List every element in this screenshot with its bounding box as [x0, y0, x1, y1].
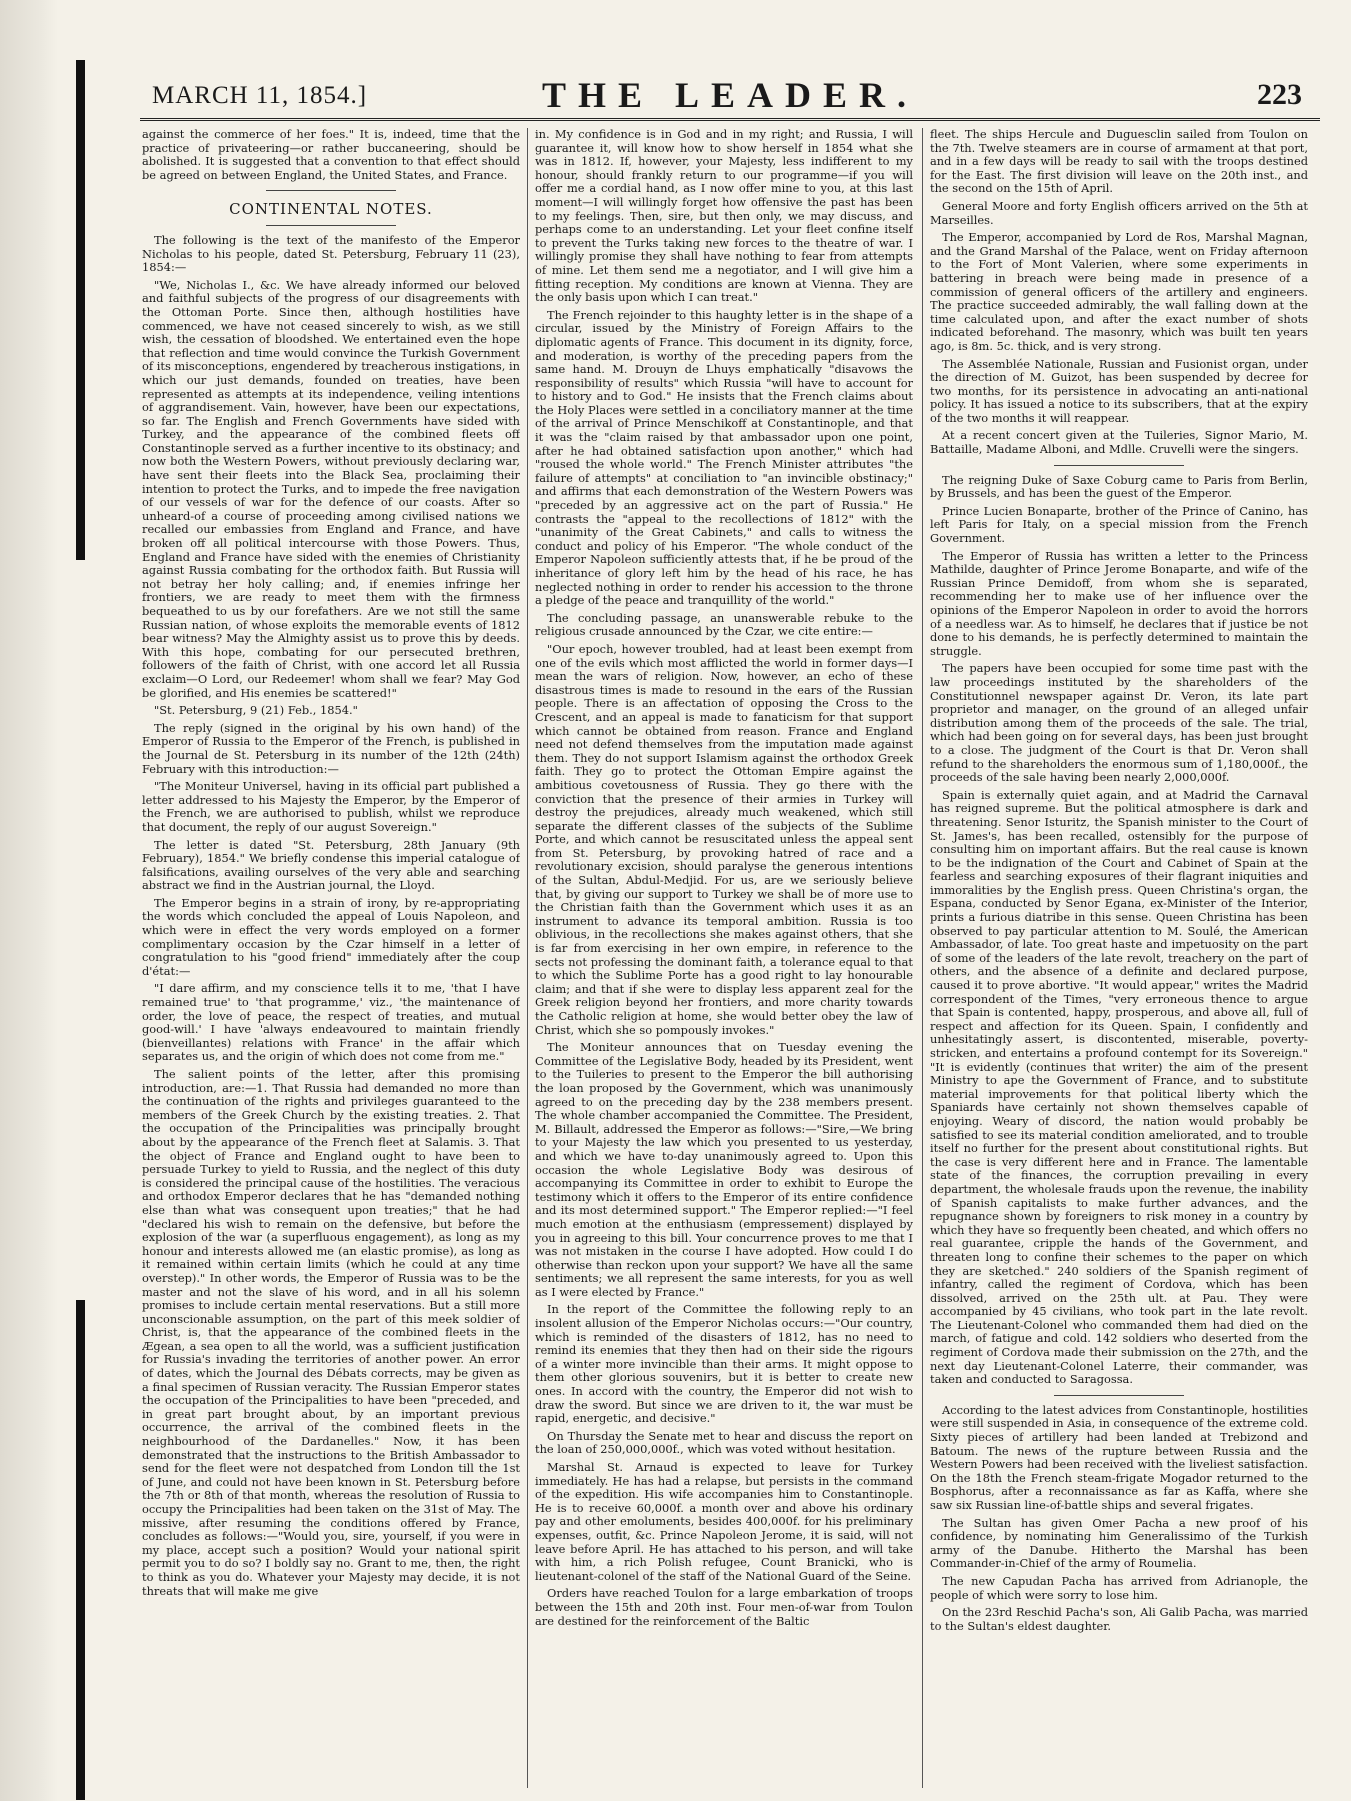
column-divider: [527, 128, 528, 1788]
article-paragraph: In the report of the Committee the following reply to an insolent allusion of the Emperor Nicholas occurs:—"Our country, which is reminded of the disasters of 1812, has no need to remind its enemies that they then had on their side the rigours of a winter more invincible than their arms. It might oppose to them other glorious souvenirs, but it is better to create new ones. In accord with the country, the Emperor did not wish to draw the sword. But since we are driven to it, the war must be rapid, energetic, and decisive.": [535, 1302, 913, 1426]
article-paragraph: The Sultan has given Omer Pacha a new proof of his confidence, by nominating him Generalissimo of the Turkish army of the Danube. Hitherto the Marshal has been Commander-in-Chief of the army of Roumelia.: [930, 1515, 1308, 1571]
column-divider: [922, 128, 923, 1788]
article-paragraph: The following is the text of the manifesto of the Emperor Nicholas to his people, dated St. Petersburg, February 11 (23), 1854:—: [142, 232, 520, 275]
article-paragraph: The reply (signed in the original by his own hand) of the Emperor of Russia to the Emperor of the French, is published in the Journal de St. Petersburg in its number of the 12th (24th) February with this introduction:—: [142, 720, 520, 776]
article-paragraph: According to the latest advices from Constantinople, hostilities were still suspended in Asia, in consequence of the extreme cold. Sixty pieces of artillery had been landed at Trebizond and Batoum. The news of the rupture between Russia and the Western Powers had been received with the liveliest satisfaction. On the 18th the French steam-frigate Mogador returned to the Bosphorus, after a reconnaissance as far as Kaffa, where she saw six Russian line-of-battle ships and several frigates.: [930, 1402, 1308, 1512]
article-paragraph: The Assemblée Nationale, Russian and Fusionist organ, under the direction of M. Guizot, has been suspended by decree for two months, for its persistence in advocating an anti-national policy. It has issued a notice to its subscribers, that at the expiry of the two months it will reappear.: [930, 356, 1308, 425]
article-paragraph: The salient points of the letter, after this promising introduction, are:—1. That Russia had demanded no more than the continuation of the rights and privileges guaranteed to the members of the Greek Church by the existing treaties. 2. That the occupation of the Principalities was principally brought about by the appearance of the French fleet at Salamis. 3. That the object of France and England ought to have been to persuade Turkey to yield to Russia, and the neglect of this duty is considered the principal cause of the hostilities. The veracious and orthodox Emperor declares that he has "demanded nothing else than what was consequent upon treaties;" that he had "declared his wish to remain on the defensive, but before the explosion of the war (a superfluous engagement), as long as my honour and interests allowed me (an elastic promise), as long as it remained within certain limits (which he could at any time overstep)." In other words, the Emperor of Russia was to be the master and not the slave of his word, and in all his solemn promises to include certain mental reservations. But a still more unconscionable assumption, on the part of this meek soldier of Christ, is, that the appearance of the combined fleets in the Ægean, a sea open to all the world, was a sufficient justification for Russia's invading the territories of another power. An error of dates, which the Journal des Débats corrects, may be given as a final specimen of Russian veracity. The Russian Emperor states the occupation of the Principalities to have been "preceded, and in great part brought about, by an important previous occurrence, the arrival of the combined fleets in the neighbourhood of the Dardanelles." Now, it has been demonstrated that the instructions to the British Ambassador to send for the fleet were not despatched from London till the 1st of June, and could not have been known in St. Petersburg before the 7th or 8th of that month, whereas the resolution of Russia to occupy the Principalities had been taken on the 31st of May. The missive, after resuming the conditions offered by France, concludes as follows:—"Would you, sire, yourself, if you were in my place, accept such a position? Would your national spirit permit you to do so? I boldly say no. Grant to me, then, the right to think as you do. Whatever your Majesty may decide, it is not threats that will make me give: [142, 1067, 520, 1598]
column-3: [930, 128, 1308, 1788]
article-paragraph: The Emperor begins in a strain of irony, by re-appropriating the words which concluded the appeal of Louis Napoleon, and which were in effect the very words employed on a former complimentary occasion by the Czar himself in a letter of congratulation to his "good friend" immediately after the coup d'état:—: [142, 895, 520, 978]
article-paragraph: "We, Nicholas I., &c. We have already informed our beloved and faithful subjects of the progress of our disagreements with the Ottoman Porte. Since then, although hostilities have commenced, we have not ceased sincerely to wish, as we still wish, the cessation of bloodshed. We entertained even the hope that reflection and time would convince the Turkish Government of its misconceptions, engendered by treacherous instigations, in which our just demands, founded on treaties, have been represented as attempts at its independence, veiling intentions of aggrandisement. Vain, however, have been our expectations, so far. The English and French Governments have sided with Turkey, and the appearance of the combined fleets off Constantinople served as a further incentive to its obstinacy; and now both the Western Powers, without previously declaring war, have sent their fleets into the Black Sea, proclaiming their intention to protect the Turks, and to impede the free navigation of our vessels of war for the defence of our coasts. After so unheard-of a course of proceeding among civilised nations we recalled our embassies from England and France, and have broken off all political intercourse with those Powers. Thus, England and France have sided with the enemies of Christianity against Russia combating for the orthodox faith. But Russia will not betray her holy calling; and, if enemies infringe her frontiers, we are ready to meet them with the firmness bequeathed to us by our forefathers. Are we not still the same Russian nation, of whose exploits the memorable events of 1812 bear witness? May the Almighty assist us to prove this by deeds. With this hope, combating for our persecuted brethren, followers of the faith of Christ, with one accord let all Russia exclaim—O Lord, our Redeemer! whom shall we fear? May God be glorified, and His enemies be scattered!": [142, 277, 520, 700]
article-paragraph: The new Capudan Pacha has arrived from Adrianople, the people of which were sorry to lose him.: [930, 1573, 1308, 1602]
article-paragraph: Marshal St. Arnaud is expected to leave for Turkey immediately. He has had a relapse, but persists in the command of the expedition. His wife accompanies him to Constantinople. He is to receive 60,000f. a month over and above his ordinary pay and other emoluments, besides 400,000f. for his preliminary expenses, outfit, &c. Prince Napoleon Jerome, it is said, will not leave before April. He has attached to his person, and will take with him, a rich Polish refugee, Count Branicki, who is lieutenant-colonel of the staff of the National Guard of the Seine.: [535, 1460, 913, 1583]
article-paragraph: The French rejoinder to this haughty letter is in the shape of a circular, issued by the Ministry of Foreign Affairs to the diplomatic agents of France. This document in its dignity, force, and moderation, is worthy of the preceding papers from the same hand. M. Drouyn de Lhuys emphatically "disavows the responsibility of results" which Russia "will have to account for to history and to God." He insists that the French claims about the Holy Places were settled in a conciliatory manner at the time of the arrival of Prince Menschikoff at Constantinople, and that it was the "claim raised by that ambassador upon one point, after he had obtained satisfaction upon another," which had "roused the whole world." The French Minister attributes "the failure of attempts" at conciliation to "an invincible obstinacy;" and affirms that each demonstration of the Western Powers was "preceded by an aggressive act on the part of Russia." He contrasts the "appeal to the recollections of 1812" with the "unanimity of the Great Cabinets," and calls to witness the conduct and policy of his Emperor. "The whole conduct of the Emperor Napoleon sufficiently attests that, if he be proud of the inheritance of glory left him by the head of his race, he has neglected nothing in order to render his accession to the throne a pledge of the peace and tranquillity of the world.": [535, 307, 913, 608]
article-paragraph: The Emperor, accompanied by Lord de Ros, Marshal Magnan, and the Grand Marshal of the Palace, went on Friday afternoon to the Fort of Mont Valerien, where some experiments in battering in breach were being made in presence of a commission of general officers of the artillery and engineers. The practice succeeded admirably, the wall falling down at the time calculated upon, and after the exact number of shots indicated beforehand. The masonry, which was built ten years ago, is 8m. 5c. thick, and is very strong.: [930, 230, 1308, 353]
article-paragraph: On the 23rd Reschid Pacha's son, Ali Galib Pacha, was married to the Sultan's eldest daughter.: [930, 1605, 1308, 1633]
masthead-rule: [140, 118, 1320, 121]
newspaper-page: [140, 0, 1320, 1801]
article-paragraph: The concluding passage, an unanswerable rebuke to the religious crusade announced by the Czar, we cite entire:—: [535, 610, 913, 639]
section-rule: [266, 225, 396, 226]
masthead: [140, 68, 1320, 116]
section-rule: [1054, 1395, 1184, 1396]
article-paragraph: The Emperor of Russia has written a letter to the Princess Mathilde, daughter of Prince Jerome Bonaparte, and wife of the Russian Prince Demidoff, from whom she is separated, recommending her to make use of her influence over the opinions of the Emperor Napoleon in order to avoid the horrors of a needless war. As to himself, he declares that if justice be not done to his demands, he is perfectly determined to maintain the struggle.: [930, 548, 1308, 658]
article-paragraph: The reigning Duke of Saxe Coburg came to Paris from Berlin, by Brussels, and has been the guest of the Emperor.: [930, 472, 1308, 501]
privateering-paragraph: against the commerce of her foes." It is, indeed, time that the practice of privateering—or rather buccaneering, should be abolished. It is suggested that a convention to that effect should be agreed on between England, the United States, and France.: [142, 128, 520, 182]
section-rule: [1054, 465, 1184, 466]
article-paragraph: "I dare affirm, and my conscience tells it to me, 'that I have remained true' to 'that programme,' viz., 'the maintenance of order, the love of peace, the respect of treaties, and mutual good-will.' I have 'always endeavoured to maintain friendly (bienveillantes) relations with France' in the affair which separates us, and the origin of which does not come from me.": [142, 981, 520, 1064]
article-paragraph: The letter is dated "St. Petersburg, 28th January (9th February), 1854." We briefly condense this imperial catalogue of falsifications, availing ourselves of the very able and searching abstract we find in the Austrian journal, the Lloyd.: [142, 837, 520, 893]
article-paragraph: Spain is externally quiet again, and at Madrid the Carnaval has reigned supreme. But the political atmosphere is dark and threatening. Senor Isturitz, the Spanish minister to the Court of St. James's, has been recalled, ostensibly for the purpose of consulting him on important affairs. But the real cause is known to be the indignation of the Court and Cabinet of Spain at the fearless and searching exposures of their flagrant iniquities and immoralities by the English press. Queen Christina's organ, the Espana, conducted by Senor Egana, ex-Minister of the Interior, prints a furious diatribe in this sense. Queen Christina has been observed to pay particular attention to M. Soulé, the American Ambassador, of late. Too great haste and impetuosity on the part of some of the leaders of the late revolt, treachery on the part of others, and the absence of a definite and declared purpose, caused it to prove abortive. "It would appear," writes the Madrid correspondent of the Times, "very erroneous thence to argue that Spain is contented, happy, prosperous, and above all, full of respect and affection for its Queen. Spain, I confidently and unhesitatingly assert, is discontented, miserable, poverty-stricken, and entertains a profound contempt for its Sovereign." "It is evidently (continues that writer) the aim of the present Ministry to ape the Government of France, and to substitute material improvements for that political liberty which the Spaniards have certainly not shown themselves capable of enjoying. Weary of discord, the nation would probably be satisfied to see its material condition ameliorated, and to trouble itself no further for the present about constitutional rights. But the case is very different here and in France. The lamentable state of the finances, the corruption prevailing in every department, the wholesale frauds upon the revenue, the inability of Spanish capitalists to make further advances, and the repugnance shown by foreigners to risk money in a country by which they have so frequently been cheated, and which offers no real guarantee, cripple the hands of the Government, and threaten long to confine their schemes to the paper on which they are sketched." 240 soldiers of the Spanish regiment of infantry, called the regiment of Cordova, which has been dissolved, arrived on the 25th ult. at Pau. They were accompanied by 45 civilians, who took part in the late revolt. The Lieutenant-Colonel who commanded them had died on the march, of fatigue and cold. 142 soldiers who deserted from the regiment of Cordova made their submission on the 27th, and the next day Lieutenant-Colonel Laterre, their commander, was taken and conducted to Saragossa.: [930, 787, 1308, 1387]
article-paragraph: On Thursday the Senate met to hear and discuss the report on the loan of 250,000,000f., which was voted without hesitation.: [535, 1428, 913, 1457]
column-1: [142, 128, 520, 1788]
binding-mark-top: [76, 60, 85, 560]
article-paragraph: The Moniteur announces that on Tuesday evening the Committee of the Legislative Body, headed by its President, went to the Tuileries to present to the Emperor the bill authorising the loan proposed by the Government, which was unanimously agreed to on the preceding day by the 238 members present. The whole chamber accompanied the Committee. The President, M. Billault, addressed the Emperor as follows:—"Sire,—We bring to your Majesty the law which you presented to us yesterday, and which we have to-day unanimously agreed to. Upon this occasion the whole Legislative Body was desirous of accompanying its Committee in order to exhibit to Europe the testimony which it offers to the Emperor of its entire confidence and its most determined support." The Emperor replied:—"I feel much emotion at the enthusiasm (empressement) displayed by you in agreeing to this bill. Your concurrence proves to me that I was not mistaken in the course I have adopted. How could I do otherwise than reckon upon your support? We have all the same sentiments; we all represent the same interests, for you as well as I were elected by France.": [535, 1040, 913, 1299]
binding-mark-bottom: [76, 1300, 85, 1800]
article-paragraph: At a recent concert given at the Tuileries, Signor Mario, M. Battaille, Madame Alboni, and Mdlle. Cruvelli were the singers.: [930, 428, 1308, 457]
article-paragraph: Prince Lucien Bonaparte, brother of the Prince of Canino, has left Paris for Italy, on a special mission from the French Government.: [930, 503, 1308, 546]
page-number: 223: [1257, 78, 1302, 111]
article-paragraph: fleet. The ships Hercule and Duguesclin sailed from Toulon on the 7th. Twelve steamers are in course of armament at that port, and in a few days will be ready to sail with the troops destined for the East. The first division will leave on the 20th inst., and the second on the 15th of April.: [930, 128, 1308, 196]
article-paragraph: in. My confidence is in God and in my right; and Russia, I will guarantee it, will know how to show herself in 1854 what she was in 1812. If, however, your Majesty, less indifferent to my honour, should frankly return to our programme—if you will offer me a cordial hand, as I now offer mine to you, at this last moment—I will willingly forget how offensive the past has been to my feelings. Then, sire, but then only, we may discuss, and perhaps come to an understanding. Let your fleet confine itself to prevent the Turks taking new forces to the theatre of war. I willingly promise they shall have nothing to fear from attempts of mine. Let them send me a negotiator, and I will give him a fitting reception. My conditions are known at Vienna. They are the only basis upon which I can treat.": [535, 128, 913, 305]
section-rule: [266, 190, 396, 191]
article-paragraph: "Our epoch, however troubled, had at least been exempt from one of the evils which most afflicted the world in former days—I mean the wars of religion. Now, however, an echo of these disastrous times is made to resound in the ears of the Russian people. There is an affectation of opposing the Cross to the Crescent, and an appeal is made to fanaticism for that support which cannot be obtained from reason. France and England need not defend themselves from the imputation made against them. They do not support Islamism against the orthodox Greek faith. They go to protect the Ottoman Empire against the ambitious covetousness of Russia. They go there with the conviction that the presence of their armies in Turkey will destroy the prejudices, already much weakened, which still separate the different classes of the subjects of the Sublime Porte, and which cannot be resuscitated unless the appeal sent from St. Petersburg, by provoking hatred of race and a revolutionary excision, should paralyse the generous intentions of the Sultan, Abdul-Medjid. For us, are we seriously believe that, by giving our support to Turkey we shall be of more use to the Christian faith than the Government which uses it as an instrument to advance its temporal ambition. Russia is too oblivious, in the recollections she makes against others, that she is far from exercising in her own empire, in reference to the sects not professing the dominant faith, a tolerance equal to that to which the Sublime Porte has a good right to lay honourable claim; and that if she were to display less apparent zeal for the Greek religion beyond her frontiers, and more charity towards the Catholic religion at home, she would better obey the law of Christ, which she so pompously invokes.": [535, 641, 913, 1037]
article-paragraph: "St. Petersburg, 9 (21) Feb., 1854.": [154, 703, 358, 718]
column-2: [535, 128, 913, 1788]
page-binding-edge: [0, 0, 58, 1801]
article-paragraph: General Moore and forty English officers arrived on the 5th at Marseilles.: [930, 198, 1308, 227]
article-paragraph: The papers have been occupied for some time past with the law proceedings instituted by the shareholders of the Constitutionnel newspaper against Dr. Veron, its late part proprietor and manager, on the ground of an alleged unfair distribution among them of the proceeds of the sale. The trial, which had been going on for several days, has been just brought to a close. The judgment of the Court is that Dr. Veron shall refund to the shareholders the enormous sum of 1,180,000f., the proceeds of the sale having been nearly 2,000,000f.: [930, 661, 1308, 785]
article-paragraph: Orders have reached Toulon for a large embarkation of troops between the 15th and 20th inst. Four men-of-war from Toulon are destined for the reinforcement of the Baltic: [535, 1586, 913, 1628]
section-heading: CONTINENTAL NOTES.: [229, 200, 433, 219]
issue-date: MARCH 11, 1854.]: [152, 82, 368, 109]
article-paragraph: "The Moniteur Universel, having in its official part published a letter addressed to his Majesty the Emperor, by the Emperor of the French, we are authorised to publish, whilst we reproduce that document, the reply of our august Sovereign.": [142, 779, 520, 834]
newspaper-title: THE LEADER.: [541, 75, 919, 115]
